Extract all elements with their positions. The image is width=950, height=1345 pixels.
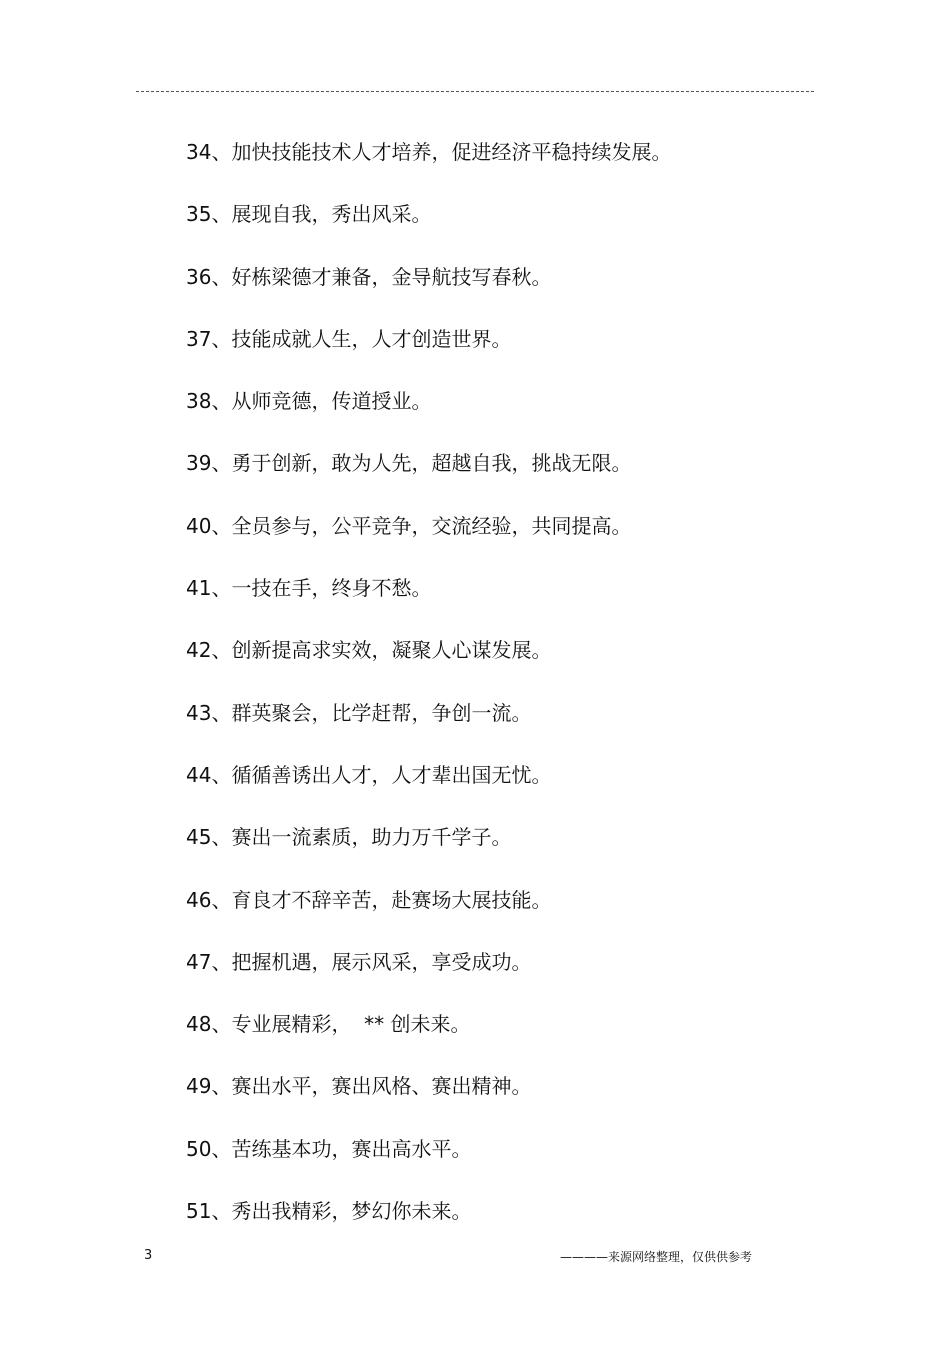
- item-text: 专业展精彩， ** 创未来。: [231, 1012, 471, 1037]
- item-number: 34、: [186, 140, 232, 164]
- list-item: [186, 383, 671, 445]
- item-text: 赛出一流素质，助力万千学子。: [231, 825, 512, 850]
- item-number: 43、: [186, 700, 232, 725]
- item-number: 39、: [186, 451, 232, 476]
- item-number: 49、: [186, 1074, 232, 1099]
- list-item: [186, 321, 671, 383]
- item-text: 秀出我精彩，梦幻你未来。: [231, 1199, 472, 1224]
- item-text: 加快技能技术人才培养，促进经济平稳持续发展。: [231, 140, 672, 164]
- item-number: 40、: [186, 513, 232, 538]
- item-text: 展现自我，秀出风采。: [231, 202, 432, 227]
- item-number: 45、: [186, 825, 232, 850]
- list-item: [186, 632, 671, 694]
- list-item: [186, 445, 671, 507]
- item-text: 育良才不辞辛苦，赴赛场大展技能。: [231, 887, 552, 912]
- item-number: 37、: [186, 326, 232, 351]
- item-number: 42、: [186, 638, 232, 663]
- item-text: 一技在手，终身不愁。: [231, 576, 432, 601]
- item-text: 把握机遇，展示风采，享受成功。: [231, 949, 532, 974]
- header-dashed-rule: [136, 91, 814, 92]
- item-number: 47、: [186, 949, 232, 974]
- list-item: [186, 1131, 671, 1193]
- item-number: 36、: [186, 264, 232, 289]
- item-number: 44、: [186, 762, 232, 787]
- footer-source-note: ————来源网络整理，仅供供参考: [559, 1250, 752, 1264]
- list-item: [186, 1006, 671, 1068]
- item-number: 38、: [186, 389, 232, 414]
- list-item: [186, 570, 671, 632]
- item-text: 群英聚会，比学赶帮，争创一流。: [231, 700, 532, 725]
- list-item: [186, 134, 671, 196]
- item-text: 好栋梁德才兼备，金导航技写春秋。: [231, 264, 552, 289]
- item-number: 41、: [186, 576, 232, 601]
- list-item: [186, 757, 671, 819]
- item-text: 循循善诱出人才，人才辈出国无忧。: [231, 762, 552, 787]
- list-item: [186, 882, 671, 944]
- list-item: [186, 944, 671, 1006]
- item-number: 35、: [186, 202, 232, 227]
- item-number: 48、: [186, 1012, 232, 1037]
- list-item: [186, 196, 671, 258]
- item-text: 赛出水平，赛出风格、赛出精神。: [231, 1074, 532, 1099]
- item-text: 技能成就人生，人才创造世界。: [231, 326, 512, 351]
- list-item: [186, 1068, 671, 1130]
- item-text: 苦练基本功，赛出高水平。: [231, 1136, 472, 1161]
- item-text: 全员参与，公平竞争，交流经验，共同提高。: [231, 513, 632, 538]
- item-number: 50、: [186, 1136, 232, 1161]
- list-item: [186, 695, 671, 757]
- page-number: 3: [144, 1248, 153, 1263]
- list-item: [186, 1193, 671, 1255]
- list-item: [186, 259, 671, 321]
- item-text: 从师竞德，传道授业。: [231, 389, 432, 414]
- item-text: 勇于创新，敢为人先，超越自我，挑战无限。: [231, 451, 632, 476]
- item-number: 46、: [186, 887, 232, 912]
- list-item: [186, 819, 671, 881]
- item-number: 51、: [186, 1199, 232, 1224]
- list-item: [186, 508, 671, 570]
- slogan-list: [186, 134, 671, 1255]
- item-text: 创新提高求实效，凝聚人心谋发展。: [231, 638, 552, 663]
